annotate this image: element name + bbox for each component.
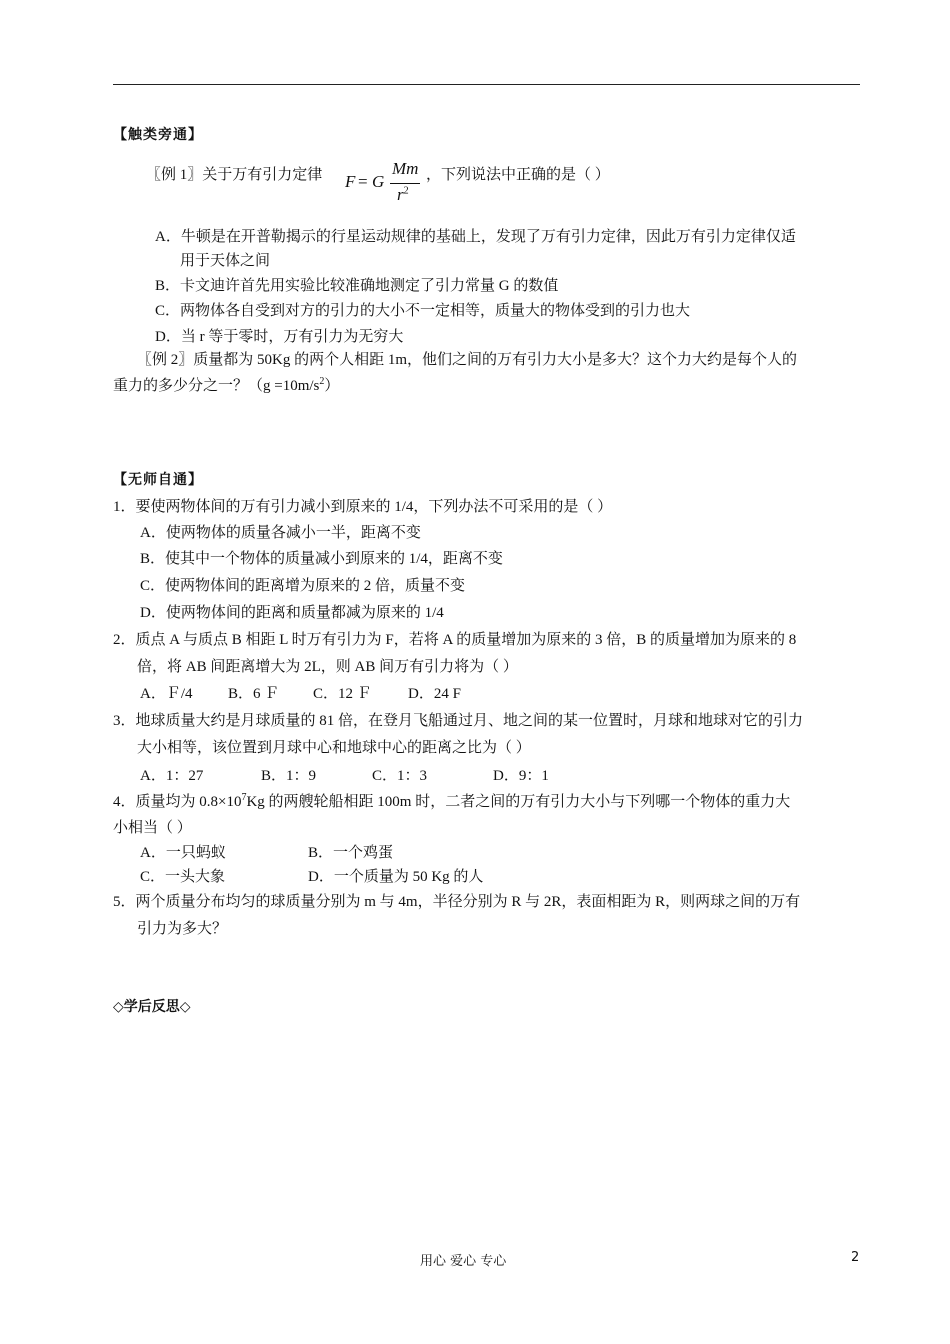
example1-option-a-cont: 用于天体之间 (180, 253, 271, 269)
q1-option-d: D．使两物体间的距离和质量都减为原来的 1/4 (140, 605, 444, 621)
q5-stem-line1: 5．两个质量分布均匀的球质量分别为 m 与 4m，半径分别为 R 与 2R，表面相距为 R，则两球之间的万有 (113, 894, 801, 910)
q1-option-a: A．使两物体的质量各减小一半，距离不变 (140, 525, 421, 541)
formula-equals: = (358, 172, 368, 191)
example1-option-b: B．卡文迪许首先用实验比较准确地测定了引力常量 G 的数值 (155, 278, 559, 294)
example1-question: ，下列说法中正确的是（ ） (426, 167, 610, 183)
formula-G: G (372, 172, 385, 191)
footer-motto: 用心 爱心 专心 (420, 1254, 507, 1269)
section-heading-reflect: ◇学后反思◇ (113, 999, 191, 1015)
example2-line1: 〖例 2〗质量都为 50Kg 的两个人相距 1m，他们之间的万有引力大小是多大？这个力大约是每个人的 (137, 352, 798, 368)
q4-option-c: C．一头大象 (140, 869, 226, 885)
q4-stem-line2: 小相当（ ） (113, 820, 192, 836)
q3-option-d: D．9：1 (493, 768, 549, 784)
q1-stem: 1．要使两物体间的万有引力减小到原来的 1/4，下列办法不可采用的是（ ） (113, 499, 613, 515)
q4-option-d: D．一个质量为 50 Kg 的人 (308, 869, 484, 885)
example1-option-d: D．当 r 等于零时，万有引力为无穷大 (155, 329, 404, 345)
q2-option-b: B．6 Ｆ (228, 686, 280, 702)
fraction-bar (390, 183, 420, 184)
q5-stem-line2: 引力为多大？ (137, 921, 228, 937)
example1-intro: 〖例 1〗关于万有引力定律 (146, 167, 323, 183)
q2-option-c: C．12 Ｆ (313, 686, 372, 702)
q3-option-a: A．1：27 (140, 768, 204, 784)
formula-F: F (345, 172, 356, 191)
q1-option-b: B．使其中一个物体的质量减小到原来的 1/4，距离不变 (140, 551, 503, 567)
page-number: 2 (851, 1250, 860, 1265)
q4-stem-line1: 4．质量均为 $0.8\times 10^7Kg$ 的两艘轮船相距 100m 时，二者之间的万有引力大小与下列哪一个物体的重力大 (113, 792, 791, 810)
q3-stem-line1: 3．地球质量大约是月球质量的 81 倍，在登月飞船通过月、地之间的某一位置时，月球和地球对它的引力 (113, 713, 804, 729)
gravitation-formula (345, 157, 425, 207)
section-heading-touch: 【触类旁通】 (113, 127, 203, 143)
formula-numerator: Mm (392, 159, 419, 178)
formula-denominator: $r^2$ (397, 185, 409, 204)
example1-option-c: C．两物体各自受到对方的引力的大小不一定相等，质量大的物体受到的引力也大 (155, 303, 691, 319)
q4-option-b: B．一个鸡蛋 (308, 845, 394, 861)
q3-option-b: B．1：9 (261, 768, 317, 784)
header-rule (113, 84, 860, 85)
q4-option-a: A．一只蚂蚁 (140, 845, 226, 861)
q3-stem-line2: 大小相等，该位置到月球中心和地球中心的距离之比为（ ） (137, 740, 531, 756)
example1-option-a: A．牛顿是在开普勒揭示的行星运动规律的基础上，发现了万有引力定律，因此万有引力定律仅适 (155, 229, 796, 245)
q3-option-c: C．1：3 (372, 768, 428, 784)
q2-option-d: D．24 F (408, 686, 461, 702)
example2-line2: 重力的多少分之一？$(g =10m/s^2)$ (113, 376, 340, 394)
section-heading-self: 【无师自通】 (113, 472, 203, 488)
q2-option-a: A．Ｆ/4 (140, 686, 193, 702)
q2-stem-line1: 2．质点 A 与质点 B 相距 L 时万有引力为 F，若将 A 的质量增加为原来的 3 倍，B 的质量增加为原来的 8 (113, 632, 797, 648)
q1-option-c: C．使两物体间的距离增为原来的 2 倍，质量不变 (140, 578, 466, 594)
q2-stem-line2: 倍，将 AB 间距离增大为 2L，则 AB 间万有引力将为（ ） (137, 659, 518, 675)
